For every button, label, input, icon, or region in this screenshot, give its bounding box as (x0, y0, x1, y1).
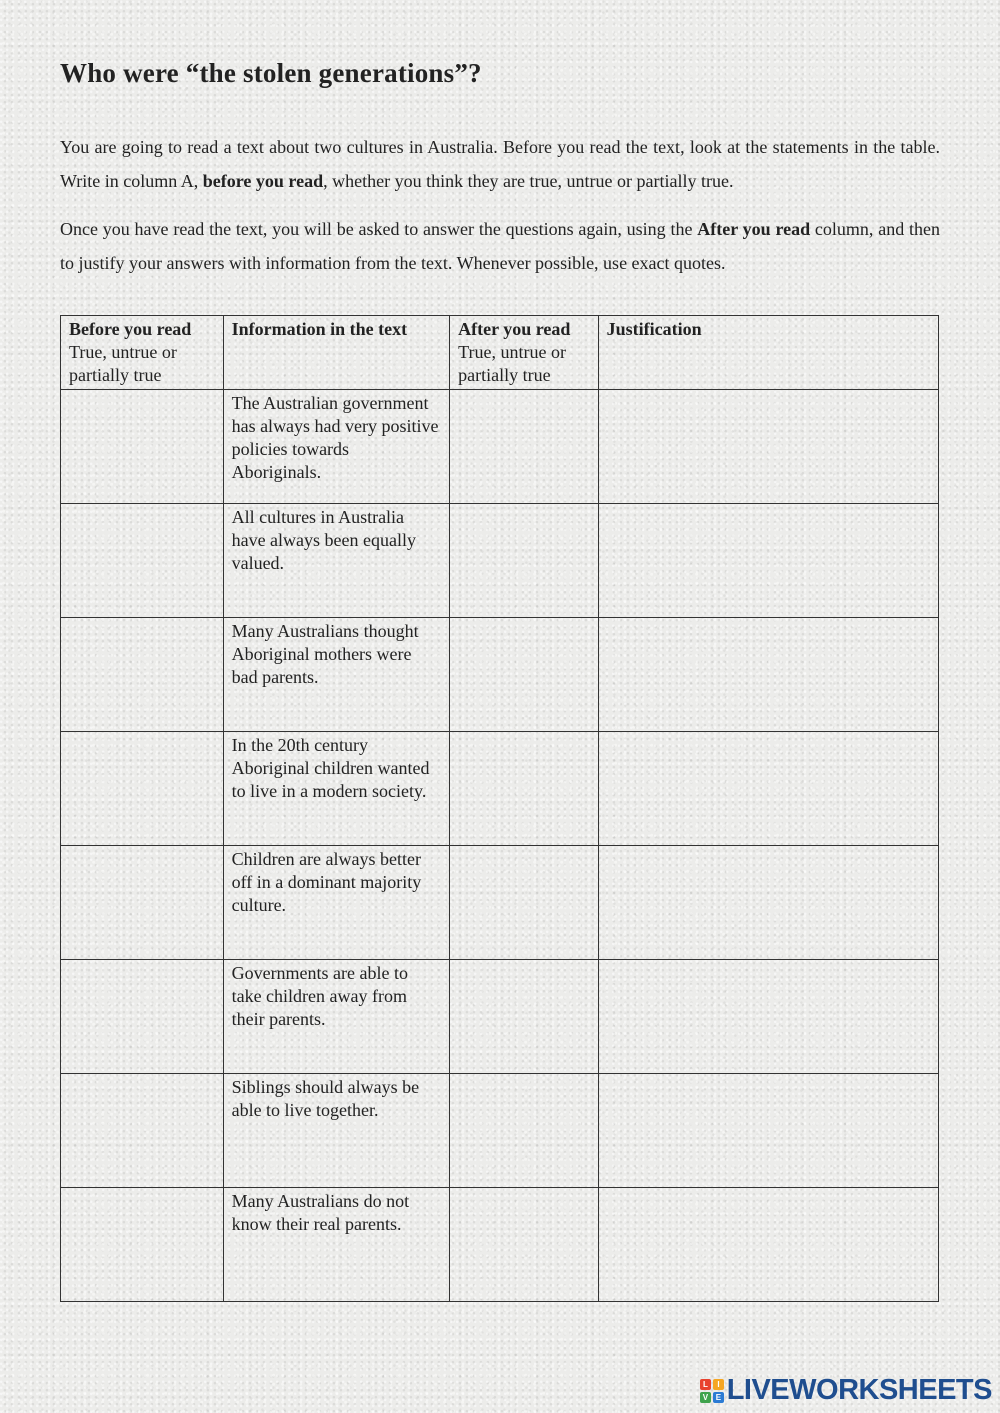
intro-1-text-b: , whether you think they are true, untrue or partially true. (323, 171, 734, 191)
statement-cell: Siblings should always be able to live together. (223, 1074, 450, 1188)
before-answer-cell[interactable] (61, 390, 224, 504)
statement-cell: In the 20th century Aboriginal children wanted to live in a modern society. (223, 732, 450, 846)
justification-cell[interactable] (598, 846, 938, 960)
brand-wordmark: LIVEWORKSHEETS (726, 1374, 992, 1406)
after-answer-cell[interactable] (450, 618, 599, 732)
table-row (61, 390, 939, 504)
statement-cell: Governments are able to take children away from their parents. (223, 960, 450, 1074)
statement-cell: Many Australians thought Aboriginal mothers were bad parents. (223, 618, 450, 732)
before-answer-cell[interactable] (61, 846, 224, 960)
before-answer-cell[interactable] (61, 1074, 224, 1188)
justification-cell[interactable] (598, 618, 938, 732)
intro-paragraph-1 (60, 130, 940, 198)
header-subtitle: True, untrue or partially true (458, 342, 566, 385)
statement-cell: Children are always better off in a dominant majority culture. (223, 846, 450, 960)
page-title: Who were “the stolen generations”? (60, 58, 482, 88)
statements-table (60, 315, 939, 1302)
intro-paragraph-2 (60, 212, 940, 280)
intro-2-bold: After you read (697, 219, 811, 239)
after-answer-cell[interactable] (450, 504, 599, 618)
logo-letter: L (700, 1379, 711, 1390)
logo-letter: V (700, 1392, 711, 1403)
before-answer-cell[interactable] (61, 504, 224, 618)
header-title: Before you read (69, 319, 192, 339)
before-answer-cell[interactable] (61, 1188, 224, 1302)
header-after-you-read (450, 316, 599, 390)
justification-cell[interactable] (598, 1188, 938, 1302)
table-row (61, 960, 939, 1074)
table-header-row (61, 316, 939, 390)
after-answer-cell[interactable] (450, 1074, 599, 1188)
statement-cell: Many Australians do not know their real parents. (223, 1188, 450, 1302)
statement-cell: The Australian government has always had very positive policies towards Aboriginals. (223, 390, 450, 504)
after-answer-cell[interactable] (450, 732, 599, 846)
after-answer-cell[interactable] (450, 846, 599, 960)
logo-letter: I (713, 1379, 724, 1390)
header-title: After you read (458, 319, 571, 339)
after-answer-cell[interactable] (450, 960, 599, 1074)
header-title: Justification (606, 319, 702, 339)
header-title: Information in the text (231, 319, 408, 339)
table-row (61, 1188, 939, 1302)
justification-cell[interactable] (598, 390, 938, 504)
intro-2-text-b: column, and then to justify your answers with information from the text. Whenever possible, use exact quotes. (60, 219, 940, 273)
justification-cell[interactable] (598, 1074, 938, 1188)
after-answer-cell[interactable] (450, 1188, 599, 1302)
intro-1-bold: before you read (202, 171, 324, 191)
justification-cell[interactable] (598, 732, 938, 846)
before-answer-cell[interactable] (61, 732, 224, 846)
intro-2-text-a: Once you have read the text, you will be asked to answer the questions again, using the (60, 219, 698, 239)
table-row (61, 732, 939, 846)
header-information (223, 316, 450, 390)
after-answer-cell[interactable] (450, 390, 599, 504)
liveworksheets-logo-icon (700, 1379, 724, 1403)
table-row (61, 504, 939, 618)
header-justification (598, 316, 938, 390)
liveworksheets-brand (700, 1374, 992, 1407)
justification-cell[interactable] (598, 960, 938, 1074)
table-row (61, 1074, 939, 1188)
header-before-you-read (61, 316, 224, 390)
header-subtitle: True, untrue or partially true (69, 342, 177, 385)
justification-cell[interactable] (598, 504, 938, 618)
logo-letter: E (713, 1392, 724, 1403)
statement-cell: All cultures in Australia have always been equally valued. (223, 504, 450, 618)
before-answer-cell[interactable] (61, 960, 224, 1074)
table-row (61, 846, 939, 960)
intro-1-text-a: You are going to read a text about two cultures in Australia. Before you read the text, look at the statements in the table. Write in column A, (60, 137, 940, 191)
table-row (61, 618, 939, 732)
before-answer-cell[interactable] (61, 618, 224, 732)
